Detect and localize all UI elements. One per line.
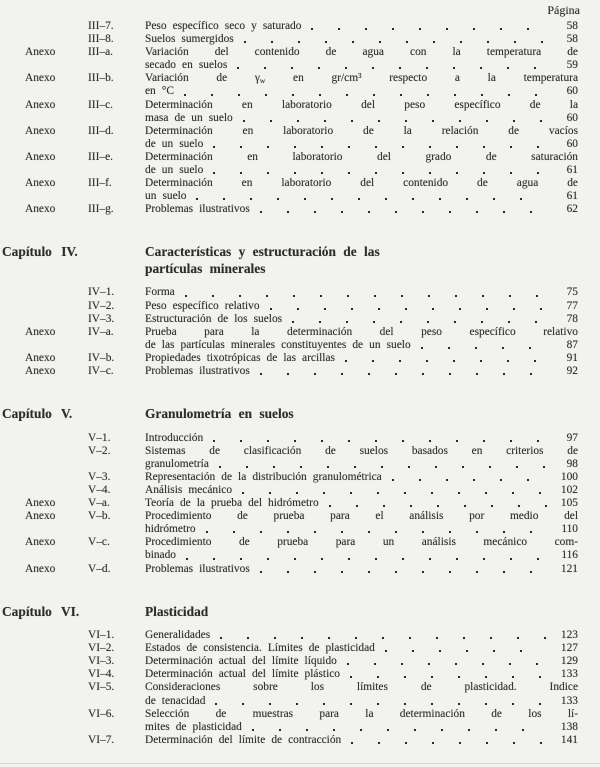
entry-number: VI–4. <box>88 668 115 681</box>
page-number: 60 <box>566 85 578 98</box>
dot-leader <box>259 570 547 574</box>
dot-leader <box>214 702 547 706</box>
page-number: 102 <box>560 483 578 496</box>
entry-line <box>145 339 578 352</box>
entry-title: Peso específico relativo <box>145 299 260 312</box>
chapter-title-line: Características y estructuración de las <box>145 244 380 260</box>
toc-entry <box>0 432 600 445</box>
anexo-label: Anexo <box>25 203 56 216</box>
anexo-label: Anexo <box>25 150 56 163</box>
entry-line: Variación del contenido de agua con la temperatura de <box>145 46 578 59</box>
page-number: 141 <box>560 733 578 746</box>
page-number: 105 <box>560 497 578 510</box>
dot-leader <box>219 636 547 640</box>
section-chapter-iii-continued <box>0 20 600 216</box>
anexo-label: Anexo <box>25 364 56 377</box>
entry-number: VI–6. <box>88 707 115 720</box>
entry-title: Peso específico seco y saturado <box>145 20 302 32</box>
entry-line <box>145 721 578 734</box>
entry-number: V–c. <box>88 536 110 549</box>
dot-leader <box>212 439 547 443</box>
dot-leader <box>384 649 547 653</box>
entry-line: Procedimiento de prueba para el análisis por medio del <box>145 510 578 523</box>
entry-line <box>145 668 578 681</box>
dot-leader <box>344 359 547 363</box>
dot-leader <box>195 197 547 201</box>
entry-number: V–1. <box>88 431 111 444</box>
entry-title: Suelos sumergidos <box>145 33 234 46</box>
entry-line <box>145 629 578 642</box>
anexo-label <box>0 629 88 642</box>
entry-title: secado en suelos <box>145 59 228 72</box>
page-column-header: Página <box>547 3 580 17</box>
entry-line <box>145 286 578 299</box>
anexo-label <box>0 432 88 445</box>
toc-entry <box>0 33 600 46</box>
entry-title: Introducción <box>145 431 204 444</box>
entry-number: VI–3. <box>88 655 115 668</box>
entry-line <box>145 458 578 471</box>
entry-line <box>145 313 578 326</box>
entry-number: VI–2. <box>88 642 115 655</box>
toc-entry <box>0 46 600 72</box>
anexo-label <box>0 445 88 471</box>
page-number: 116 <box>561 549 578 562</box>
entry-number: III–b. <box>88 72 114 85</box>
dot-leader <box>420 346 547 350</box>
toc-entry <box>0 125 600 151</box>
entry-line <box>145 523 578 536</box>
entry-number: V–a. <box>88 497 110 510</box>
dot-leader <box>349 675 547 679</box>
entry-title: Determinación actual del límite plástico <box>145 668 340 681</box>
page-number: 123 <box>560 629 578 642</box>
toc-entry <box>0 734 600 747</box>
toc-entry <box>0 497 600 510</box>
chapter-label: Capítulo IV. <box>2 244 78 260</box>
anexo-label: Anexo <box>25 562 56 575</box>
toc-entry <box>0 326 600 352</box>
section-chapter-v <box>0 406 600 576</box>
entry-line <box>145 203 578 216</box>
anexo-label: Anexo <box>25 536 56 549</box>
entry-line <box>145 365 578 378</box>
chapter-heading <box>0 604 600 621</box>
entry-line <box>145 734 578 747</box>
entry-title: Forma <box>145 286 175 299</box>
entry-line: Sistemas de clasificación de suelos basados en criterios de <box>145 444 578 457</box>
entry-title: Problemas ilustrativos <box>145 364 250 377</box>
dot-leader <box>236 66 547 70</box>
page-number: 133 <box>560 694 578 707</box>
entry-title: Teoría de la prueba del hidrómetro <box>145 497 319 510</box>
anexo-label <box>0 471 88 484</box>
gamma-subscript: w <box>259 76 266 86</box>
entry-number: III–d. <box>88 124 114 137</box>
entry-title: Determinación actual del límite líquido <box>145 655 337 668</box>
dot-leader <box>218 465 547 469</box>
toc-entry <box>0 668 600 681</box>
anexo-label <box>0 300 88 313</box>
anexo-label <box>0 313 88 326</box>
anexo-label: Anexo <box>25 46 56 59</box>
dot-leader <box>259 210 547 214</box>
entry-title: Estados de consistencia. Límites de plasticidad <box>145 642 375 655</box>
toc-entry <box>0 563 600 576</box>
entry-title: en gr/cm³ respecto a la temperatura <box>265 72 579 85</box>
dot-leader <box>183 93 547 97</box>
anexo-label: Anexo <box>25 72 56 85</box>
dot-leader <box>310 27 547 31</box>
chapter-title <box>145 604 578 621</box>
page-number: 133 <box>560 668 578 681</box>
anexo-label <box>0 20 88 33</box>
dot-leader <box>291 320 547 324</box>
entry-number: IV–3. <box>88 312 115 325</box>
entry-title: de un suelo <box>145 164 204 177</box>
dot-leader <box>205 530 547 534</box>
entry-line: Determinación en laboratorio del grado de saturación <box>145 150 578 163</box>
anexo-label: Anexo <box>25 177 56 190</box>
page-number: 87 <box>566 338 578 351</box>
entry-title: hidrómetro <box>145 523 196 536</box>
anexo-label <box>0 655 88 668</box>
section-chapter-iv <box>0 244 600 378</box>
entry-line <box>145 33 578 46</box>
entry-line <box>145 72 578 85</box>
dot-leader <box>346 662 547 666</box>
anexo-label: Anexo <box>25 351 56 364</box>
entry-number: V–2. <box>88 444 111 457</box>
entry-number: VI–7. <box>88 733 115 746</box>
section-chapter-vi <box>0 604 600 747</box>
entry-line <box>145 59 578 72</box>
entry-title: masa de un suelo <box>145 111 233 124</box>
entry-number: III–e. <box>88 150 113 163</box>
entry-number: V–b. <box>88 510 111 523</box>
entry-line <box>145 655 578 668</box>
entry-number: VI–5. <box>88 681 115 694</box>
dot-leader <box>242 119 547 123</box>
anexo-label: Anexo <box>25 124 56 137</box>
page-number: 100 <box>560 470 578 483</box>
chapter-title-line: Plasticidad <box>145 603 209 619</box>
entry-title: de un suelo <box>145 137 204 150</box>
anexo-label <box>0 642 88 655</box>
anexo-label <box>0 484 88 497</box>
dot-leader <box>241 491 547 495</box>
toc-entry <box>0 365 600 378</box>
entry-title: granulometría <box>145 457 209 470</box>
dot-leader <box>212 145 547 149</box>
toc-entry <box>0 510 600 536</box>
entry-number: VI–1. <box>88 629 115 642</box>
entry-title: Variación de γ <box>145 72 260 85</box>
page-number: 62 <box>566 203 578 216</box>
dot-leader <box>251 728 547 732</box>
dot-leader <box>269 307 547 311</box>
anexo-label <box>0 708 88 734</box>
page-number: 78 <box>566 312 578 325</box>
entry-title: de tenacidad <box>145 694 206 707</box>
entry-number: IV–c. <box>88 364 114 377</box>
toc-entry <box>0 471 600 484</box>
entry-title: de las partículas minerales constituyentes de un suelo <box>145 338 411 351</box>
entry-line: Consideraciones sobre los límites de plasticidad. Indice <box>145 681 578 694</box>
entry-title: en °C <box>145 85 174 98</box>
page-number: 60 <box>566 137 578 150</box>
entry-title: Estructuración de los suelos <box>145 312 283 325</box>
chapter-title-line: partículas minerales <box>145 260 266 276</box>
entry-number: IV–2. <box>88 299 115 312</box>
page-number: 75 <box>566 286 578 299</box>
entry-number: IV–b. <box>88 351 115 364</box>
page-number: 77 <box>566 299 578 312</box>
toc-entry <box>0 352 600 365</box>
entry-line <box>145 20 578 33</box>
toc-entry <box>0 681 600 707</box>
entry-title: Análisis mecánico <box>145 483 233 496</box>
toc-entry <box>0 642 600 655</box>
chapter-heading <box>0 244 600 277</box>
entry-number: V–3. <box>88 470 111 483</box>
entry-line: Determinación en laboratorio de la relación de vacíos <box>145 124 578 137</box>
page-number: 92 <box>566 364 578 377</box>
entry-line <box>145 300 578 313</box>
entry-line <box>145 484 578 497</box>
entry-title: Generalidades <box>145 629 211 642</box>
entry-line <box>145 695 578 708</box>
page-bottom-edge <box>0 763 600 764</box>
page-number: 61 <box>566 164 578 177</box>
toc-entry <box>0 536 600 562</box>
entry-line: Selección de muestras para la determinación de los lí- <box>145 707 578 720</box>
entry-number: IV–1. <box>88 286 115 299</box>
entry-title: Problemas ilustrativos <box>145 562 250 575</box>
entry-line <box>145 563 578 576</box>
page-number: 129 <box>560 655 578 668</box>
anexo-label <box>0 286 88 299</box>
entry-line: Prueba para la determinación del peso específico relativo <box>145 325 578 338</box>
anexo-label <box>0 33 88 46</box>
entry-title: Propiedades tixotrópicas de las arcillas <box>145 351 335 364</box>
anexo-label <box>0 734 88 747</box>
chapter-title <box>145 406 578 423</box>
entry-number: III–7. <box>88 20 114 32</box>
toc-entry <box>0 151 600 177</box>
entry-number: III–8. <box>88 33 114 46</box>
entry-title: mites de plasticidad <box>145 720 242 733</box>
chapter-label: Capítulo VI. <box>2 603 80 619</box>
entry-line: Procedimiento de prueba para un análisis mecánico com- <box>145 536 578 549</box>
page-number: 91 <box>566 351 578 364</box>
toc-entry <box>0 300 600 313</box>
entry-number: V–d. <box>88 562 111 575</box>
entry-line <box>145 432 578 445</box>
toc-entry <box>0 708 600 734</box>
dot-leader <box>391 478 547 482</box>
page-number: 58 <box>566 33 578 46</box>
page-number: 59 <box>566 59 578 72</box>
entry-number: V–4. <box>88 483 111 496</box>
toc-entry <box>0 445 600 471</box>
page-number: 60 <box>566 111 578 124</box>
entry-number: III–g. <box>88 203 114 216</box>
toc-entry <box>0 629 600 642</box>
toc-entry <box>0 20 600 33</box>
toc-entry <box>0 203 600 216</box>
entry-title: un suelo <box>145 190 187 203</box>
dot-leader <box>212 171 547 175</box>
dot-leader <box>185 557 547 561</box>
entry-title: binado <box>145 549 177 562</box>
chapter-title-line: Granulometría en suelos <box>145 406 294 422</box>
entry-number: III–f. <box>88 177 112 190</box>
toc-entry <box>0 72 600 98</box>
entry-number: IV–a. <box>88 325 114 338</box>
entry-title: Representación de la distribución granulométrica <box>145 470 382 483</box>
page-number: 127 <box>560 642 578 655</box>
page-number: 98 <box>566 457 578 470</box>
dot-leader <box>243 40 547 44</box>
toc-entry <box>0 286 600 299</box>
entry-number: III–a. <box>88 46 113 59</box>
dot-leader <box>259 372 547 376</box>
anexo-label: Anexo <box>25 325 56 338</box>
page-number: 121 <box>560 562 578 575</box>
entry-line <box>145 190 578 203</box>
entry-line: Determinación en laboratorio del peso específico de la <box>145 98 578 111</box>
page-number: 110 <box>561 523 578 536</box>
entry-line <box>145 138 578 151</box>
toc-entry <box>0 484 600 497</box>
anexo-label: Anexo <box>25 510 56 523</box>
entry-number: III–c. <box>88 98 113 111</box>
dot-leader <box>350 741 547 745</box>
dot-leader <box>328 504 547 508</box>
entry-title: Problemas ilustrativos <box>145 203 250 216</box>
toc-entry <box>0 655 600 668</box>
toc-entry <box>0 313 600 326</box>
chapter-heading <box>0 406 600 423</box>
entry-line <box>145 112 578 125</box>
chapter-title <box>145 244 578 277</box>
anexo-label: Anexo <box>25 98 56 111</box>
page-number: 97 <box>566 431 578 444</box>
dot-leader <box>184 294 547 298</box>
entry-line <box>145 85 578 98</box>
toc-entry <box>0 177 600 203</box>
entry-line <box>145 642 578 655</box>
anexo-label <box>0 668 88 681</box>
anexo-label: Anexo <box>25 497 56 510</box>
page-number: 138 <box>560 720 578 733</box>
page-number: 58 <box>566 20 578 32</box>
entry-line <box>145 497 578 510</box>
entry-title: Determinación del límite de contracción <box>145 733 342 746</box>
toc-entry <box>0 99 600 125</box>
entry-line <box>145 352 578 365</box>
entry-line: Determinación en laboratorio del contenido de agua de <box>145 177 578 190</box>
entry-line <box>145 471 578 484</box>
entry-line <box>145 549 578 562</box>
anexo-label <box>0 681 88 707</box>
entry-line <box>145 164 578 177</box>
page-number: 61 <box>566 190 578 203</box>
chapter-label: Capítulo V. <box>2 406 73 422</box>
